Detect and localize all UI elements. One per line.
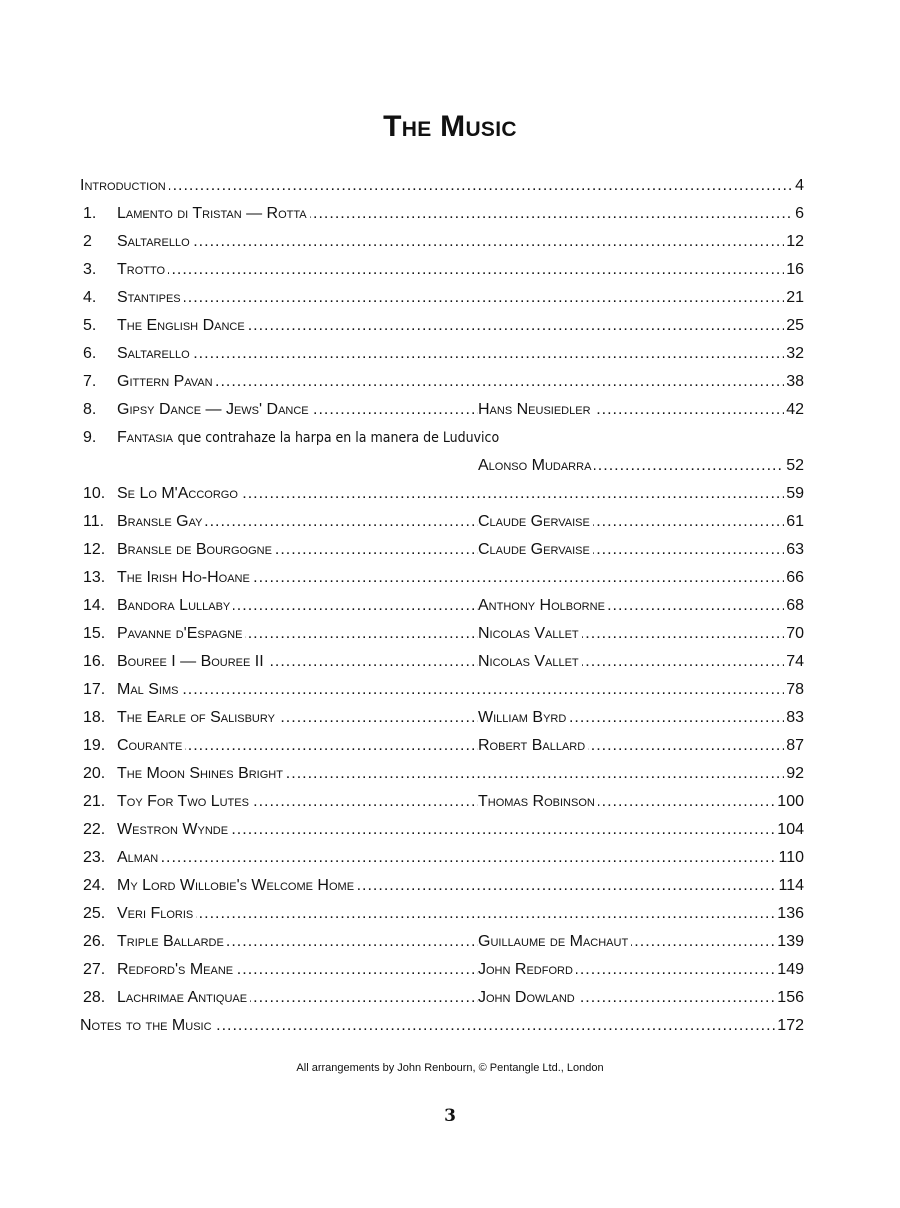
toc-entry bbox=[80, 844, 804, 872]
toc-entry bbox=[80, 816, 804, 844]
toc-entry bbox=[80, 732, 804, 760]
entry-title-text: Mal Sims bbox=[117, 681, 179, 698]
entry-title bbox=[117, 284, 184, 312]
entry-composer: William Byrd bbox=[478, 704, 569, 732]
entry-composer: Guillaume de Machaut bbox=[478, 928, 631, 956]
toc-entry bbox=[80, 228, 804, 256]
entry-composer: Robert Ballard bbox=[478, 732, 588, 760]
entry-title bbox=[117, 396, 312, 424]
entry-page-number: 70 bbox=[784, 620, 804, 648]
entry-page-number: 92 bbox=[784, 760, 804, 788]
entry-title-text: Toy For Two Lutes bbox=[117, 793, 249, 810]
entry-page-number: 59 bbox=[784, 480, 804, 508]
entry-title bbox=[117, 256, 168, 284]
entry-composer: Nicolas Vallet bbox=[478, 620, 582, 648]
entry-page-number: 21 bbox=[784, 284, 804, 312]
toc-entry bbox=[80, 872, 804, 900]
entry-number: 10. bbox=[83, 485, 106, 502]
toc-entry bbox=[80, 256, 804, 284]
entry-title bbox=[117, 200, 310, 228]
page-number: 3 bbox=[444, 1106, 456, 1126]
entry-page-number: 12 bbox=[784, 228, 804, 256]
entry-title-text: Bandora Lullaby bbox=[117, 597, 231, 614]
entry-number: 11. bbox=[83, 513, 105, 530]
leader-dots bbox=[117, 368, 804, 396]
toc-entry bbox=[80, 620, 804, 648]
leader-dots bbox=[117, 732, 804, 760]
entry-title-text: Lamento di Tristan — Rotta bbox=[117, 205, 307, 222]
leader-dots bbox=[80, 172, 804, 200]
entry-title bbox=[117, 228, 193, 256]
entry-title bbox=[117, 340, 193, 368]
entry-title-text: Triple Ballarde bbox=[117, 933, 224, 950]
entry-number: 15. bbox=[83, 625, 106, 642]
entry-title bbox=[117, 592, 233, 620]
toc-entry bbox=[80, 452, 804, 480]
entry-number: 19. bbox=[83, 737, 106, 754]
entry-title-text: The Irish Ho-Hoane bbox=[117, 569, 250, 586]
entry-title bbox=[117, 620, 245, 648]
entry-page-number: 114 bbox=[776, 872, 804, 900]
entry-page-number: 16 bbox=[784, 256, 804, 284]
entry-number: 5. bbox=[83, 317, 97, 334]
toc-entry bbox=[80, 396, 804, 424]
entry-title bbox=[117, 704, 278, 732]
entry-number: 8. bbox=[83, 401, 97, 418]
entry-number: 12. bbox=[83, 541, 106, 558]
entry-title bbox=[117, 732, 185, 760]
entry-title-text: Saltarello bbox=[117, 345, 190, 362]
entry-number: 20. bbox=[83, 765, 106, 782]
leader-dots bbox=[117, 256, 804, 284]
leader-dots bbox=[117, 284, 804, 312]
entry-page-number: 42 bbox=[784, 396, 804, 424]
toc-entry bbox=[80, 564, 804, 592]
entry-title bbox=[117, 648, 267, 676]
entry-page-number: 104 bbox=[775, 816, 804, 844]
entry-page-number: 149 bbox=[775, 956, 804, 984]
entry-title-text: The Earle of Salisbury bbox=[117, 709, 275, 726]
leader-dots bbox=[117, 900, 804, 928]
entry-composer: John Redford bbox=[478, 956, 576, 984]
entry-title-text: Fantasia bbox=[117, 429, 174, 446]
entry-number: 13. bbox=[83, 569, 106, 586]
entry-number: 24. bbox=[83, 877, 106, 894]
entry-page-number: 68 bbox=[784, 592, 804, 620]
entry-title-text: Courante bbox=[117, 737, 183, 754]
toc-entry bbox=[80, 508, 804, 536]
entry-title bbox=[117, 928, 227, 956]
entry-title-suffix: que contrahaze la harpa en la manera de Luduvico bbox=[177, 430, 500, 446]
entry-number: 3. bbox=[83, 261, 97, 278]
entry-title-text: Trotto bbox=[117, 261, 166, 278]
entry-composer: Alonso Mudarra bbox=[478, 452, 594, 480]
entry-title bbox=[117, 984, 250, 1012]
page-title: The Music bbox=[383, 110, 517, 143]
arrangement-credit: All arrangements by John Renbourn, © Pentangle Ltd., London bbox=[296, 1062, 604, 1074]
entry-title bbox=[117, 816, 231, 844]
entry-title-text: Gipsy Dance — Jews' Dance bbox=[117, 401, 309, 418]
toc-entry bbox=[80, 676, 804, 704]
entry-page-number: 156 bbox=[775, 984, 804, 1012]
toc-entry bbox=[80, 368, 804, 396]
entry-title bbox=[117, 368, 216, 396]
entry-composer: Claude Gervaise bbox=[478, 508, 593, 536]
toc-entry bbox=[80, 172, 804, 200]
entry-page-number: 87 bbox=[784, 732, 804, 760]
leader-dots bbox=[117, 340, 804, 368]
entry-page-number: 52 bbox=[784, 452, 804, 480]
entry-title bbox=[117, 564, 253, 592]
toc-entry bbox=[80, 1012, 804, 1040]
toc-entry bbox=[80, 312, 804, 340]
entry-composer: Anthony Holborne bbox=[478, 592, 608, 620]
toc-entry bbox=[80, 760, 804, 788]
entry-number: 23. bbox=[83, 849, 106, 866]
entry-title-text: Se Lo M'Accorgo bbox=[117, 485, 238, 502]
entry-number: 26. bbox=[83, 933, 106, 950]
leader-dots bbox=[117, 844, 804, 872]
entry-composer: John Dowland bbox=[478, 984, 578, 1012]
entry-title-text: Bransle de Bourgogne bbox=[117, 541, 272, 558]
leader-dots bbox=[117, 508, 804, 536]
entry-page-number: 83 bbox=[784, 704, 804, 732]
toc-entry bbox=[80, 200, 804, 228]
toc-entry bbox=[80, 480, 804, 508]
entry-page-number: 61 bbox=[784, 508, 804, 536]
entry-page-number: 32 bbox=[784, 340, 804, 368]
entry-title-text: The English Dance bbox=[117, 317, 245, 334]
entry-page-number: 100 bbox=[775, 788, 804, 816]
entry-title bbox=[117, 900, 196, 928]
entry-number: 2 bbox=[83, 233, 92, 250]
toc-entry bbox=[80, 900, 804, 928]
entry-page-number: 139 bbox=[775, 928, 804, 956]
entry-page-number: 38 bbox=[784, 368, 804, 396]
entry-page-number: 110 bbox=[776, 844, 804, 872]
toc-entry bbox=[80, 984, 804, 1012]
entry-number: 6. bbox=[83, 345, 97, 362]
entry-title bbox=[117, 536, 275, 564]
entry-title bbox=[117, 872, 357, 900]
entry-number: 22. bbox=[83, 821, 106, 838]
entry-title-text: Bouree I — Bouree II bbox=[117, 653, 264, 670]
toc-entry bbox=[80, 592, 804, 620]
entry-number: 14. bbox=[83, 597, 106, 614]
entry-title bbox=[117, 956, 236, 984]
leader-dots bbox=[117, 676, 804, 704]
toc-entry bbox=[80, 704, 804, 732]
entry-title-text: Introduction bbox=[80, 177, 166, 194]
entry-title bbox=[117, 844, 161, 872]
entry-title-text: The Moon Shines Bright bbox=[117, 765, 283, 782]
entry-title bbox=[117, 760, 286, 788]
entry-composer: Thomas Robinson bbox=[478, 788, 598, 816]
entry-page-number: 66 bbox=[784, 564, 804, 592]
toc-entry bbox=[80, 788, 804, 816]
entry-title-text: Westron Wynde bbox=[117, 821, 229, 838]
entry-page-number: 6 bbox=[793, 200, 804, 228]
entry-composer: Nicolas Vallet bbox=[478, 648, 582, 676]
toc-entry bbox=[80, 536, 804, 564]
entry-page-number: 136 bbox=[775, 900, 804, 928]
entry-number: 7. bbox=[83, 373, 97, 390]
toc-entry bbox=[80, 928, 804, 956]
entry-number: 25. bbox=[83, 905, 106, 922]
table-of-contents bbox=[80, 172, 804, 1040]
entry-page-number: 172 bbox=[775, 1012, 804, 1040]
entry-title bbox=[117, 676, 181, 704]
entry-page-number: 4 bbox=[793, 172, 804, 200]
entry-title-text: Gittern Pavan bbox=[117, 373, 213, 390]
toc-entry bbox=[80, 424, 804, 452]
entry-title bbox=[117, 312, 248, 340]
entry-title-text: My Lord Willobie's Welcome Home bbox=[117, 877, 355, 894]
entry-title-text: Redford's Meane bbox=[117, 961, 234, 978]
entry-number: 18. bbox=[83, 709, 106, 726]
entry-page-number: 25 bbox=[784, 312, 804, 340]
entry-title-text: Bransle Gay bbox=[117, 513, 203, 530]
entry-title bbox=[117, 480, 241, 508]
entry-number: 4. bbox=[83, 289, 97, 306]
entry-number: 16. bbox=[83, 653, 106, 670]
entry-number: 1. bbox=[83, 205, 97, 222]
entry-page-number: 74 bbox=[784, 648, 804, 676]
entry-title-text: Stantipes bbox=[117, 289, 181, 306]
entry-number: 17. bbox=[83, 681, 106, 698]
entry-number: 28. bbox=[83, 989, 106, 1006]
entry-number: 27. bbox=[83, 961, 106, 978]
entry-title bbox=[117, 424, 502, 452]
toc-entry bbox=[80, 340, 804, 368]
leader-dots bbox=[117, 228, 804, 256]
entry-page-number: 78 bbox=[784, 676, 804, 704]
toc-entry bbox=[80, 284, 804, 312]
entry-title-text: Notes to the Music bbox=[80, 1017, 212, 1034]
entry-title-text: Saltarello bbox=[117, 233, 190, 250]
entry-title-text: Veri Floris bbox=[117, 905, 194, 922]
entry-page-number: 63 bbox=[784, 536, 804, 564]
entry-title bbox=[80, 172, 169, 200]
entry-title-text: Alman bbox=[117, 849, 159, 866]
entry-number: 9. bbox=[83, 429, 97, 446]
entry-title bbox=[117, 508, 205, 536]
entry-title bbox=[117, 788, 252, 816]
entry-title-text: Lachrimae Antiquae bbox=[117, 989, 248, 1006]
entry-composer: Hans Neusiedler bbox=[478, 396, 594, 424]
toc-entry bbox=[80, 648, 804, 676]
entry-title-text: Pavanne d'Espagne bbox=[117, 625, 243, 642]
entry-number: 21. bbox=[83, 793, 106, 810]
toc-entry bbox=[80, 956, 804, 984]
entry-composer: Claude Gervaise bbox=[478, 536, 593, 564]
entry-title bbox=[80, 1012, 215, 1040]
